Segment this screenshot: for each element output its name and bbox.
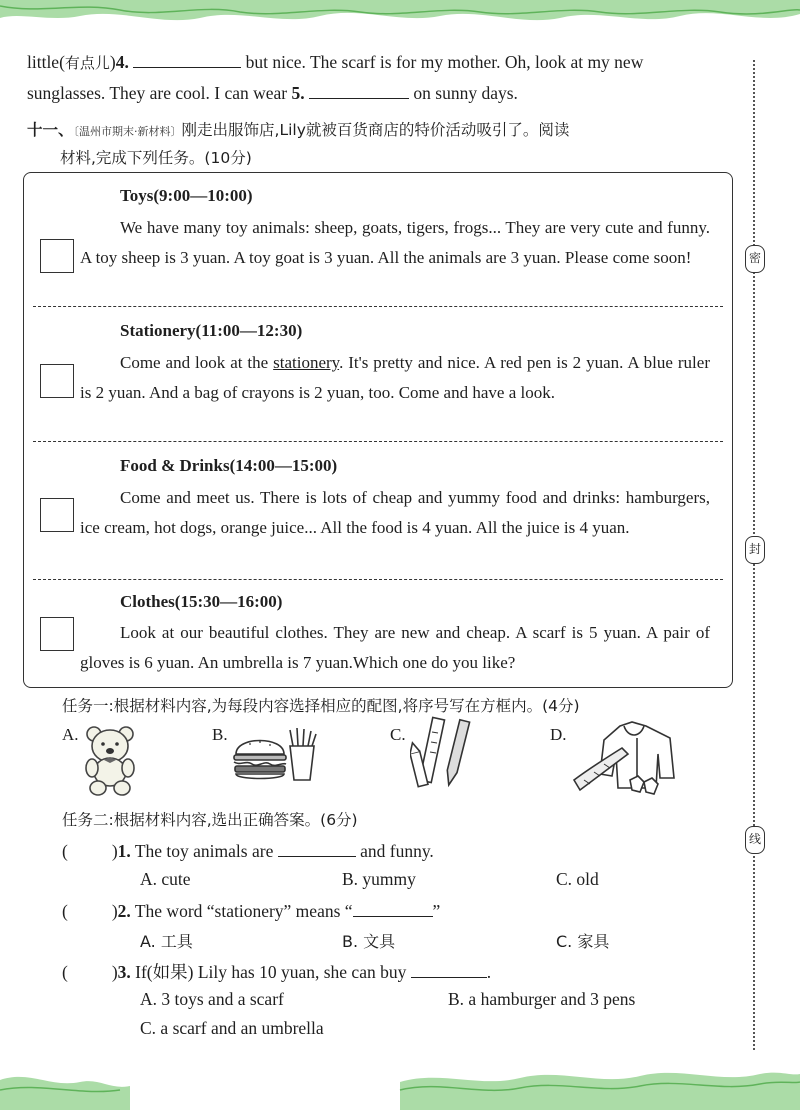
task2-instruction: 任务二:根据材料内容,选出正确答案。(6分) bbox=[62, 811, 358, 829]
blank-q1[interactable] bbox=[278, 839, 356, 857]
section-heading: 十一、〔温州市期末·新材料〕刚走出服饰店,Lily就被百货商店的特价活动吸引了。阅读 bbox=[27, 121, 570, 139]
section-heading-line2: 材料,完成下列任务。(10分) bbox=[60, 149, 252, 167]
question-3: ( )3. If(如果) Lily has 10 yuan, she can buy . bbox=[62, 962, 492, 982]
divider bbox=[33, 306, 723, 307]
q3-option-b[interactable]: B. a hamburger and 3 pens bbox=[448, 989, 636, 1009]
option-letter-a: A. bbox=[62, 725, 79, 744]
passage-text-clothes: Look at our beautiful clothes. They are new and cheap. A scarf is 5 yuan. A pair of gloves is 6 yuan. An umbrella is 7 yuan.Which one do you like? bbox=[80, 623, 710, 672]
option-letter-b: B. bbox=[212, 725, 228, 744]
option-letter-d: D. bbox=[550, 725, 567, 744]
blank-4[interactable] bbox=[133, 50, 241, 68]
answer-box-toys[interactable] bbox=[40, 239, 74, 273]
q3-option-c[interactable]: C. a scarf and an umbrella bbox=[140, 1018, 324, 1038]
blank-q2[interactable] bbox=[353, 899, 433, 917]
passage-title-stationery: Stationery(11:00—12:30) bbox=[120, 321, 303, 340]
passage-title-toys: Toys(9:00—10:00) bbox=[120, 186, 253, 205]
question-2: ( )2. The word “stationery” means “ ” bbox=[62, 901, 441, 921]
stationery-icon bbox=[410, 712, 472, 796]
side-tag-feng: 封 bbox=[745, 536, 765, 564]
question-1: ( )1. The toy animals are and funny. bbox=[62, 841, 434, 861]
q2-option-c[interactable]: C. 家具 bbox=[556, 932, 610, 951]
bottom-wave-decoration bbox=[0, 1060, 800, 1110]
answer-box-food[interactable] bbox=[40, 498, 74, 532]
divider bbox=[33, 579, 723, 580]
side-tag-xian: 线 bbox=[745, 826, 765, 854]
passage-text-food: Come and meet us. There is lots of cheap and yummy food and drinks: hamburgers, ice cream, hot dogs, orange juice... All the food is 4 yuan. All the juice is 4 yuan. bbox=[80, 488, 710, 537]
text-line-1: little(有点儿)4. but nice. The scarf is for my mother. Oh, look at my new bbox=[27, 52, 644, 72]
blank-5[interactable] bbox=[309, 81, 409, 99]
q1-option-b[interactable]: B. yummy bbox=[342, 869, 416, 889]
passage-title-clothes: Clothes(15:30—16:00) bbox=[120, 592, 283, 611]
divider bbox=[33, 441, 723, 442]
answer-box-stationery[interactable] bbox=[40, 364, 74, 398]
top-wave-decoration bbox=[0, 0, 800, 40]
q1-option-c[interactable]: C. old bbox=[556, 869, 599, 889]
hamburger-fries-icon bbox=[230, 724, 320, 784]
option-letter-c: C. bbox=[390, 725, 406, 744]
teddy-bear-icon bbox=[80, 724, 140, 796]
q2-option-a[interactable]: A. 工具 bbox=[140, 932, 193, 951]
passage-title-food: Food & Drinks(14:00—15:00) bbox=[120, 456, 338, 475]
passage-text-toys: We have many toy animals: sheep, goats, tigers, frogs... They are very cute and funny. A toy sheep is 3 yuan. A toy goat is 3 yuan. All the animals are 3 yuan. Please come soon! bbox=[80, 218, 710, 267]
text-line-2: sunglasses. They are cool. I can wear 5. on sunny days. bbox=[27, 83, 518, 103]
q3-option-a[interactable]: A. 3 toys and a scarf bbox=[140, 989, 284, 1009]
clothes-icon bbox=[570, 718, 680, 798]
side-tag-mi: 密 bbox=[745, 245, 765, 273]
task1-instruction: 任务一:根据材料内容,为每段内容选择相应的配图,将序号写在方框内。(4分) bbox=[62, 697, 580, 715]
answer-box-clothes[interactable] bbox=[40, 617, 74, 651]
passage-text-stationery: Come and look at the stationery. It's pretty and nice. A red pen is 2 yuan. A blue ruler is 2 yuan. And a bag of crayons is 2 yuan, too. Come and have a look. bbox=[80, 353, 710, 402]
q2-option-b[interactable]: B. 文具 bbox=[342, 932, 396, 951]
underlined-word: stationery bbox=[273, 353, 340, 372]
blank-q3[interactable] bbox=[411, 960, 487, 978]
q1-option-a[interactable]: A. cute bbox=[140, 869, 191, 889]
